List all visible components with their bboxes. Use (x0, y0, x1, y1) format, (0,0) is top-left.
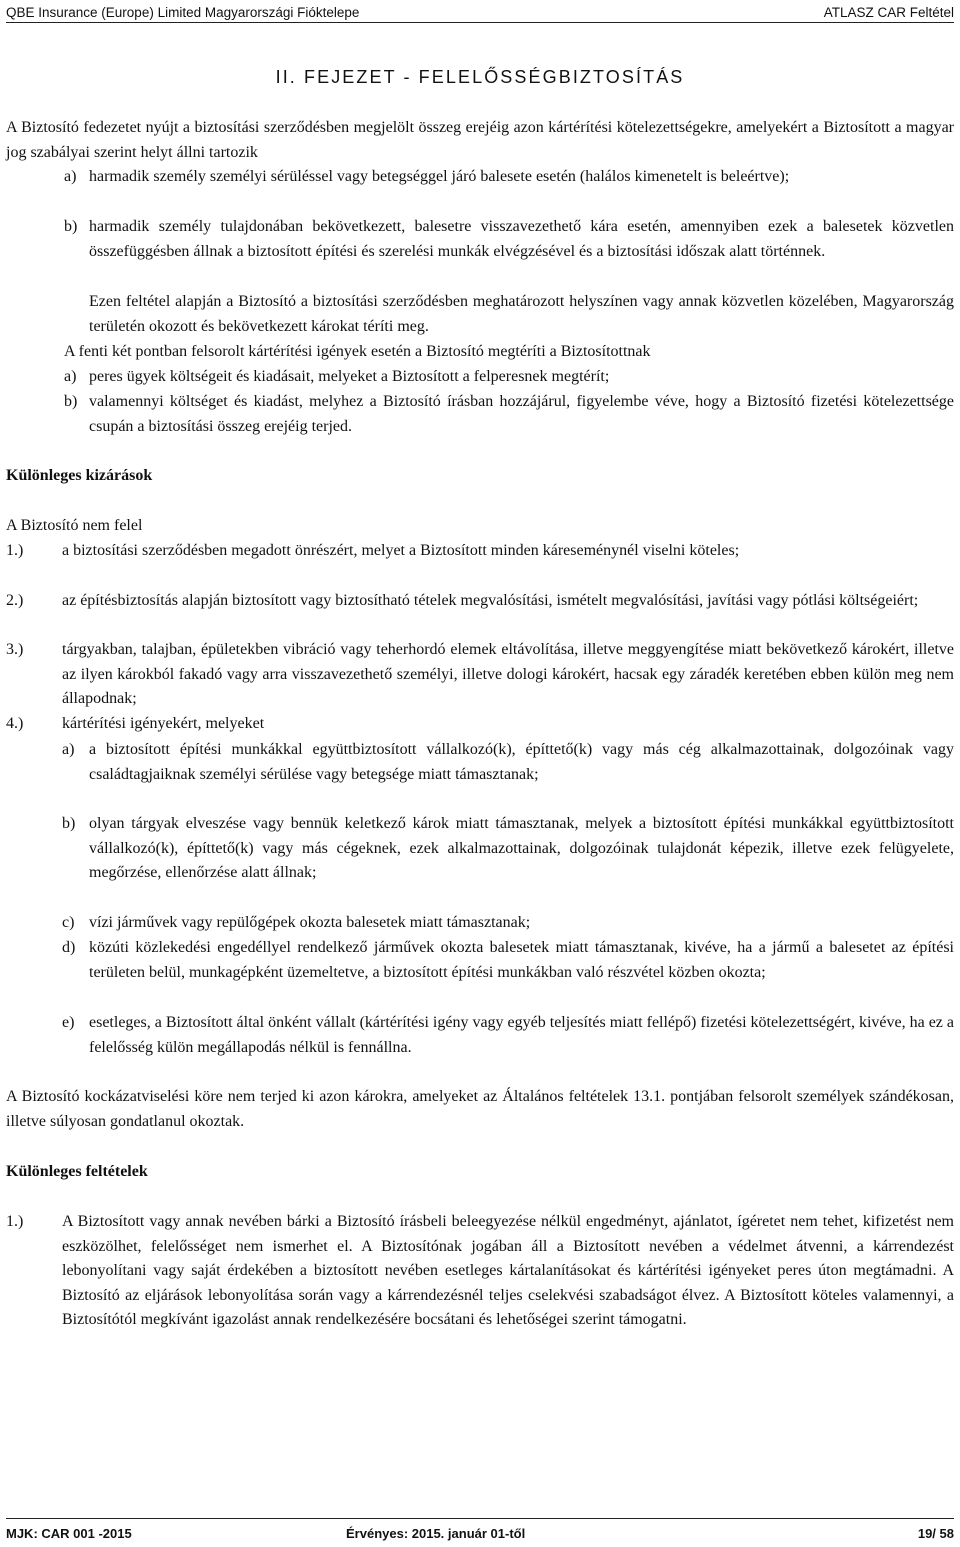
chapter-title: II. FEJEZET - FELELŐSSÉGBIZTOSÍTÁS (275, 67, 685, 87)
exclusion-item-text: az építésbiztosítás alapján biztosított vagy biztosítható tételek megvalósítási, ismételt megvalósítási, javítási vagy pótlási költségeiért; (62, 592, 919, 609)
condition-item-text: A Biztosított vagy annak nevében bárki a Biztosító írásbeli beleegyezése nélkül engedményt, ajánlatot, ígéretet nem tehet, kifizetést nem eszközölhet, felelősséget nem ismerhet el. A Biztosítónak jogában áll a Biztosított nevében a védelmet átvenni, a kárrendezést lebonyolítani vagy saját érdekében a biztosított nevében esetleges kártalanításokat és kártérítési igényeket peres úton megtámadni. A Biztosító az eljárások lebonyolítása során vagy a kárrendezésnél teljes cselekvési szabadságot élvez. A Biztosított köteles valamennyi, a Biztosítótól megkívánt igazolást annak rendelkezésére bocsátani és lehetőségei szerint támogatni. (62, 1213, 954, 1329)
location-paragraph: Ezen feltétel alapján a Biztosító a biztosítási szerződésben meghatározott helyszínen vagy annak közvetlen közelében, Magyarország területén okozott és bekövetkezett károkat téríti meg. (89, 293, 954, 335)
exclusion-item-text: a biztosítási szerződésben megadott önrészért, melyet a Biztosított minden káreseménynél viselni köteles; (62, 542, 740, 559)
exclusions-lead: A Biztosító nem felel (6, 517, 143, 534)
exclusion-sub-item-text: közúti közlekedési engedéllyel rendelkező járművek okozta balesetek miatt támasztanak, kivéve, ha a jármű a balesetet az építési területen belül, munkagépként üzemeltetve, a biztosított építési munkákban való részvétel közben okozta; (89, 939, 954, 981)
exclusions-closing: A Biztosító kockázatviselési köre nem terjed ki azon károkra, amelyeket az Általános feltételek 13.1. pontjában felsorolt személyek szándékosan, illetve súlyosan gondatlanul okoztak. (6, 1088, 954, 1130)
page-header (6, 0, 954, 23)
exclusion-sub-item-text: vízi járművek vagy repülőgépek okozta balesetek miatt támasztanak; (89, 914, 531, 931)
exclusion-sub-item-label: d) (62, 939, 76, 956)
exclusion-sub-item-label: b) (62, 815, 76, 832)
exclusion-item-text: kártérítési igényekért, melyeket (62, 715, 265, 732)
exclusion-item-label: 1.) (6, 542, 24, 559)
exclusion-sub-item-label: a) (62, 741, 75, 758)
cost-item-text: valamennyi költséget és kiadást, melyhez a Biztosító írásban hozzájárul, figyelembe véve, hogy a Biztosító fizetési kötelezettsége csupán a biztosítási összeg erejéig terjed. (89, 393, 954, 435)
exclusion-sub-item-label: e) (62, 1014, 75, 1031)
costs-intro-paragraph: A fenti két pontban felsorolt kártérítési igények esetén a Biztosító megtéríti a Biztosítottnak (64, 343, 651, 360)
exclusion-item-text: tárgyakban, talajban, épületekben vibráció vagy teherhordó elemek eltávolítása, illetve meggyengítése miatt bekövetkező károkért, illetve az ilyen károkból fakadó vagy arra visszavezethető személyi, illetve dologi károkért, hacsak egy záradék keretében ebben külön meg nem állapodnak; (62, 641, 954, 708)
intro-item-label: b) (64, 218, 78, 235)
header-document-title: ATLASZ CAR Feltétel (823, 5, 954, 20)
footer-page-number: 19/ 58 (917, 1526, 954, 1541)
exclusion-sub-item-text: olyan tárgyak elveszése vagy bennük keletkező károk miatt támasztanak, melyek a biztosított építési munkákkal együttbiztosított vállalkozó(k), építtető(k) vagy más cégeknek, ezek alkalmazottainak, dolgozóinak tulajdonát képezik, illetve ezek felügyelete, megőrzése, ellenőrzése alatt állnak; (89, 815, 954, 882)
footer-document-code: MJK: CAR 001 -2015 (6, 1526, 132, 1541)
exclusion-item-label: 2.) (6, 592, 24, 609)
exclusions-heading: Különleges kizárások (6, 467, 153, 484)
condition-item-label: 1.) (6, 1213, 24, 1230)
exclusion-item-label: 3.) (6, 641, 24, 658)
exclusion-sub-item-label: c) (62, 914, 75, 931)
header-company: QBE Insurance (Europe) Limited Magyarországi Fióktelepe (6, 5, 360, 20)
footer-validity: Érvényes: 2015. január 01-től (346, 1526, 526, 1541)
cost-item-label: b) (64, 393, 78, 410)
intro-paragraph: A Biztosító fedezetet nyújt a biztosítási szerződésben megjelölt összeg erejéig azon kártérítési kötelezettségekre, amelyekért a Biztosított a magyar jog szabályai szerint helyt állni tartozik (6, 119, 954, 161)
intro-item-text: harmadik személy személyi sérüléssel vagy betegséggel járó balesete esetén (halálos kimenetelt is beleértve); (89, 168, 790, 185)
conditions-heading: Különleges feltételek (6, 1163, 148, 1180)
exclusion-item-label: 4.) (6, 715, 24, 732)
exclusion-sub-item-text: esetleges, a Biztosított által önként vállalt (kártérítési igény vagy egyéb teljesítés miatt fellépő) fizetési kötelezettségért, kivéve, ha ez a felelősség külön megállapodás nélkül is fennállna. (89, 1014, 954, 1056)
cost-item-text: peres ügyek költségeit és kiadásait, melyeket a Biztosított a felperesnek megtérít; (89, 368, 610, 385)
cost-item-label: a) (64, 368, 77, 385)
intro-item-text: harmadik személy tulajdonában bekövetkezett, balesetre visszavezethető kára esetén, amennyiben ezek a balesetek közvetlen összefüggésben állnak a biztosított építési és szerelési munkák elvégzésével és a biztosítási időszak alatt történnek. (89, 218, 954, 260)
page-footer (6, 1518, 954, 1541)
exclusion-sub-item-text: a biztosított építési munkákkal együttbiztosított vállalkozó(k), építtető(k) vagy más cég alkalmazottainak, dolgozóinak vagy családtagjaiknak személyi sérülése vagy betegsége miatt támasztanak; (89, 741, 954, 783)
intro-item-label: a) (64, 168, 77, 185)
